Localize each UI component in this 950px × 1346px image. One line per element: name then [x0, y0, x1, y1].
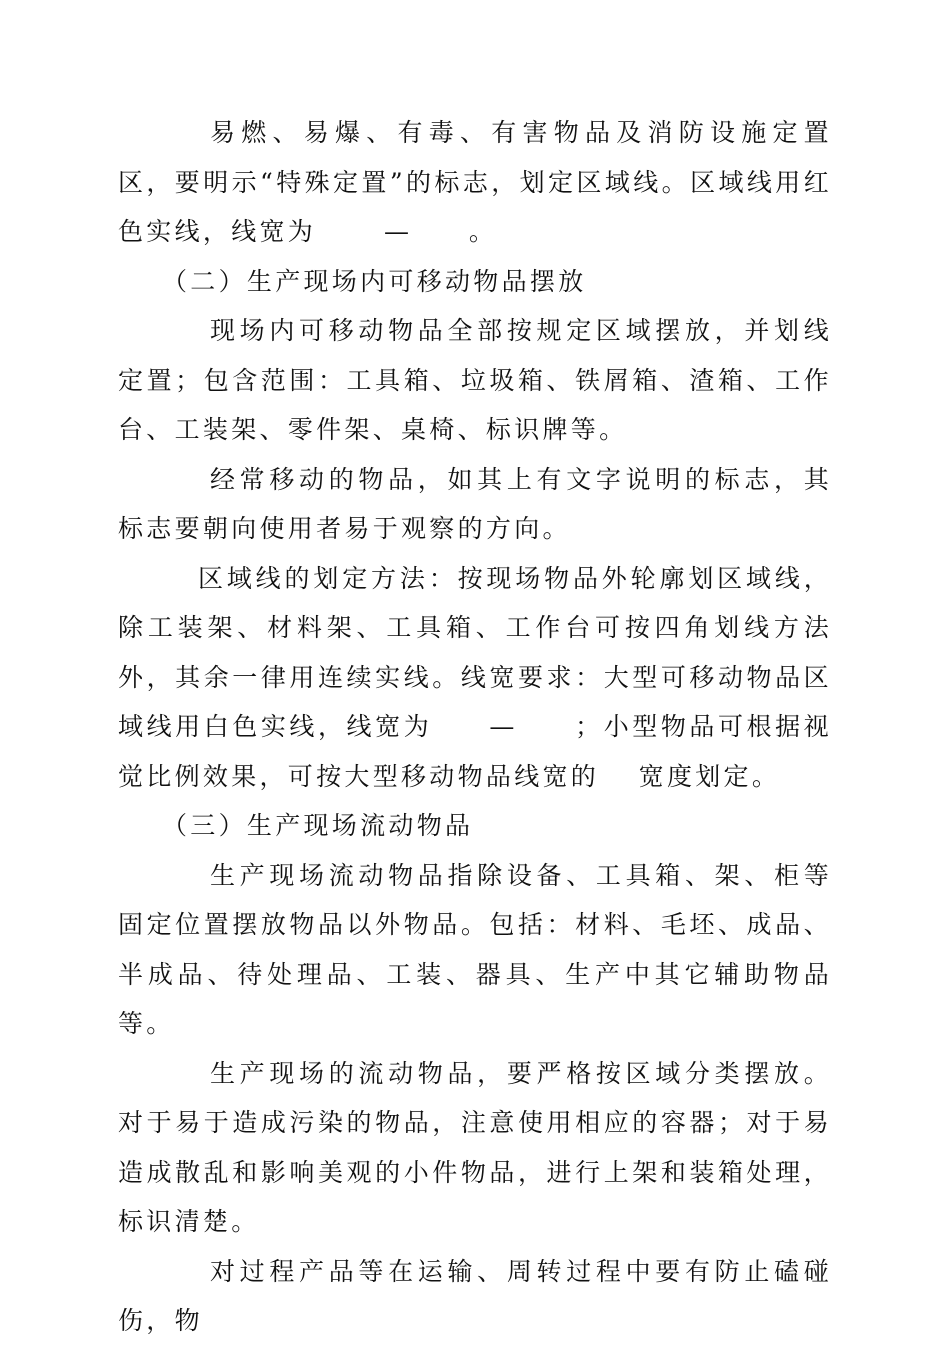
- paragraph-flowing-placement: 生产现场的流动物品，要严格按区域分类摆放。对于易于造成污染的物品，注意使用相应的容器；对于易造成散乱和影响美观的小件物品，进行上架和装箱处理，标识清楚。: [118, 1058, 832, 1236]
- section-heading-flowing-items: （三）生产现场流动物品: [162, 811, 474, 840]
- paragraph-flowing-definition: 生产现场流动物品指除设备、工具箱、架、柜等固定位置摆放物品以外物品。包括：材料、毛坯、成品、半成品、待处理品、工装、器具、生产中其它辅助物品等。: [118, 860, 832, 1038]
- paragraph-frequent-moving: 经常移动的物品，如其上有文字说明的标志，其标志要朝向使用者易于观察的方向。: [118, 464, 832, 543]
- document-page: [118, 108, 832, 1346]
- paragraph-hazard-zone: 易燃、易爆、有毒、有害物品及消防设施定置区，要明示“特殊定置”的标志，划定区域线。区域线用红色实线，线宽为 — 。: [118, 118, 832, 246]
- section-heading-movable-items: （二）生产现场内可移动物品摆放: [162, 266, 587, 296]
- paragraph-movable-scope: 现场内可移动物品全部按规定区域摆放，并划线定置；包含范围：工具箱、垃圾箱、铁屑箱、渣箱、工作台、工装架、零件架、桌椅、标识牌等。: [118, 316, 832, 444]
- paragraph-zone-line-method: 区域线的划定方法：按现场物品外轮廓划区域线，除工装架、材料架、工具箱、工作台可按四角划线方法外，其余一律用连续实线。线宽要求：大型可移动物品区域线用白色实线，线宽为 — ；小型物品可根据视觉比例效果，可按大型移动物品线宽的 宽度划定。: [118, 563, 832, 791]
- paragraph-transport-protection: 对过程产品等在运输、周转过程中要有防止磕碰伤，物: [118, 1256, 832, 1335]
